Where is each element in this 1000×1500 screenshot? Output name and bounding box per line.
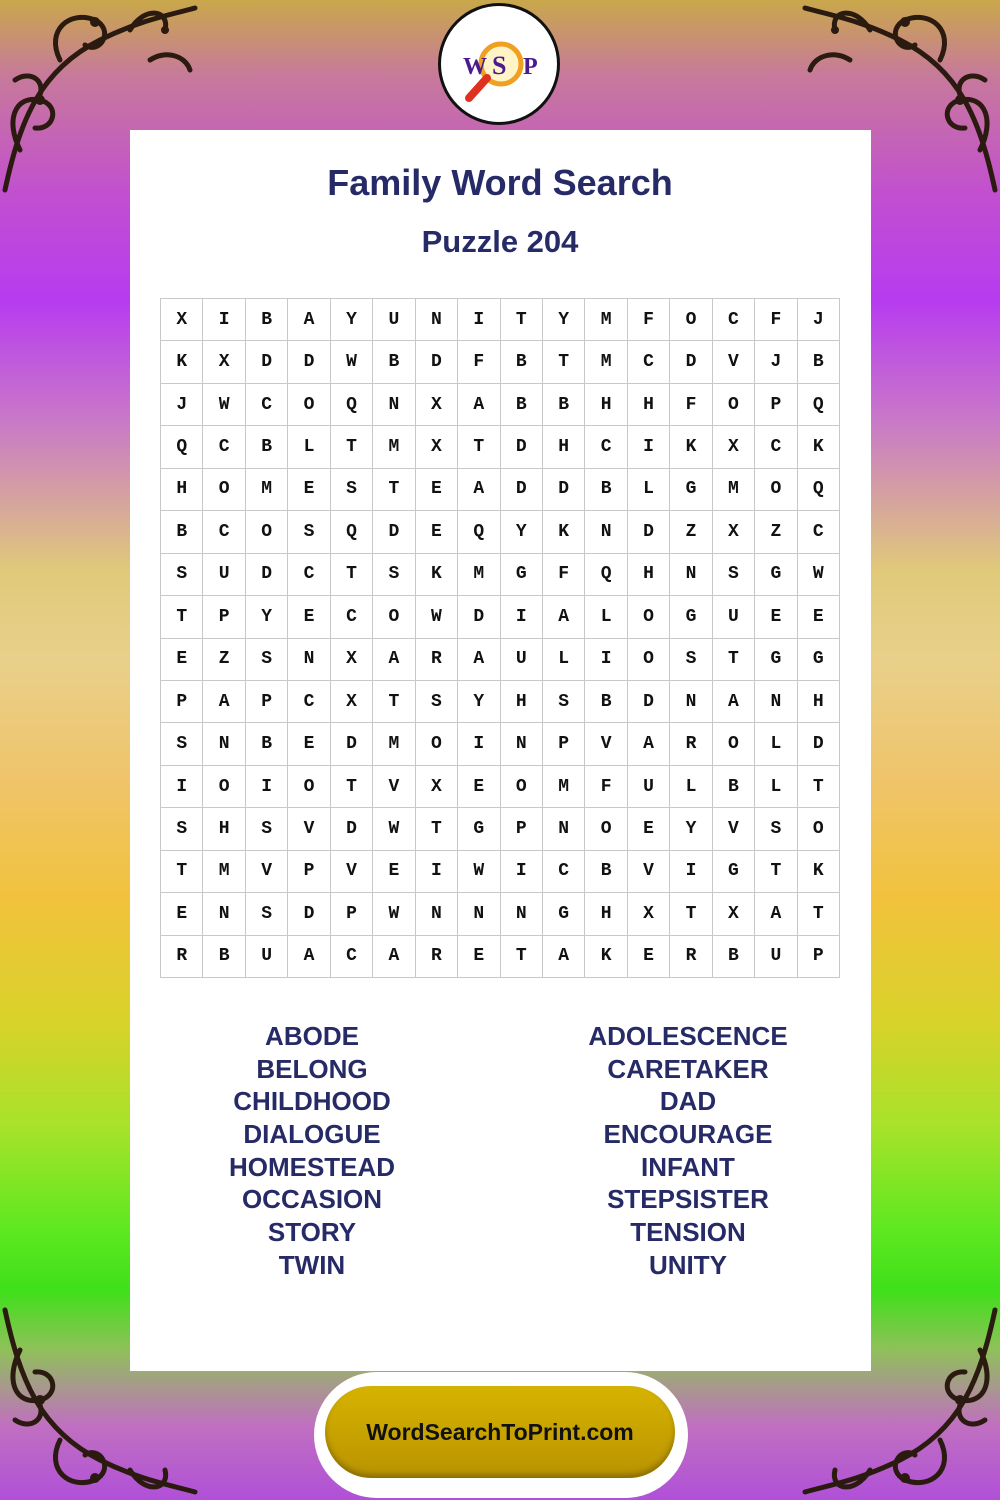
- grid-cell[interactable]: C: [585, 426, 627, 468]
- grid-cell[interactable]: S: [416, 681, 458, 723]
- grid-cell[interactable]: T: [161, 851, 203, 893]
- grid-cell[interactable]: N: [203, 893, 245, 935]
- grid-cell[interactable]: G: [543, 893, 585, 935]
- grid-cell[interactable]: V: [713, 808, 755, 850]
- grid-cell[interactable]: A: [628, 723, 670, 765]
- grid-cell[interactable]: M: [203, 851, 245, 893]
- grid-cell[interactable]: D: [416, 341, 458, 383]
- word-list-item: HOMESTEAD: [228, 1151, 396, 1182]
- grid-cell[interactable]: X: [416, 384, 458, 426]
- grid-cell[interactable]: K: [585, 936, 627, 978]
- grid-cell[interactable]: W: [373, 808, 415, 850]
- grid-cell[interactable]: M: [585, 299, 627, 341]
- grid-cell[interactable]: N: [670, 681, 712, 723]
- grid-cell[interactable]: E: [288, 723, 330, 765]
- grid-cell[interactable]: R: [161, 936, 203, 978]
- grid-cell[interactable]: B: [161, 511, 203, 553]
- grid-cell[interactable]: B: [585, 469, 627, 511]
- grid-cell[interactable]: B: [585, 851, 627, 893]
- grid-cell[interactable]: T: [416, 808, 458, 850]
- word-list-item: UNITY: [649, 1249, 727, 1280]
- grid-cell[interactable]: P: [755, 384, 797, 426]
- grid-cell[interactable]: B: [543, 384, 585, 426]
- grid-cell[interactable]: R: [670, 936, 712, 978]
- grid-cell[interactable]: Q: [458, 511, 500, 553]
- grid-cell[interactable]: G: [713, 851, 755, 893]
- grid-cell[interactable]: P: [331, 893, 373, 935]
- grid-cell[interactable]: G: [798, 639, 840, 681]
- grid-cell[interactable]: C: [755, 426, 797, 468]
- grid-cell[interactable]: T: [543, 341, 585, 383]
- word-list-item: INFANT: [641, 1151, 735, 1182]
- grid-cell[interactable]: G: [755, 554, 797, 596]
- grid-cell[interactable]: H: [628, 384, 670, 426]
- grid-cell[interactable]: K: [416, 554, 458, 596]
- grid-cell[interactable]: T: [161, 596, 203, 638]
- grid-cell[interactable]: F: [670, 384, 712, 426]
- grid-cell[interactable]: F: [755, 299, 797, 341]
- grid-cell[interactable]: T: [501, 936, 543, 978]
- grid-cell[interactable]: A: [373, 936, 415, 978]
- grid-cell[interactable]: W: [416, 596, 458, 638]
- grid-cell[interactable]: M: [373, 723, 415, 765]
- grid-cell[interactable]: V: [246, 851, 288, 893]
- grid-cell[interactable]: O: [501, 766, 543, 808]
- grid-cell[interactable]: H: [585, 893, 627, 935]
- grid-cell[interactable]: A: [713, 681, 755, 723]
- grid-cell[interactable]: S: [161, 723, 203, 765]
- grid-cell[interactable]: C: [331, 596, 373, 638]
- grid-cell[interactable]: O: [670, 299, 712, 341]
- site-link[interactable]: WordSearchToPrint.com: [366, 1418, 634, 1445]
- grid-cell[interactable]: V: [373, 766, 415, 808]
- grid-cell[interactable]: C: [288, 681, 330, 723]
- word-list-item: CHILDHOOD: [233, 1086, 391, 1117]
- grid-cell[interactable]: O: [713, 723, 755, 765]
- grid-cell[interactable]: T: [331, 766, 373, 808]
- grid-cell[interactable]: A: [458, 469, 500, 511]
- grid-cell[interactable]: S: [161, 808, 203, 850]
- grid-cell[interactable]: C: [543, 851, 585, 893]
- grid-cell[interactable]: B: [713, 766, 755, 808]
- grid-cell[interactable]: D: [331, 723, 373, 765]
- grid-cell[interactable]: A: [203, 681, 245, 723]
- grid-cell[interactable]: M: [585, 341, 627, 383]
- grid-cell[interactable]: L: [670, 766, 712, 808]
- grid-cell[interactable]: Y: [246, 596, 288, 638]
- word-list-item: STEPSISTER: [607, 1184, 769, 1215]
- grid-cell[interactable]: X: [161, 299, 203, 341]
- grid-cell[interactable]: F: [585, 766, 627, 808]
- grid-cell[interactable]: F: [628, 299, 670, 341]
- grid-cell[interactable]: E: [373, 851, 415, 893]
- grid-cell[interactable]: I: [246, 766, 288, 808]
- grid-cell[interactable]: I: [458, 723, 500, 765]
- grid-cell[interactable]: T: [755, 851, 797, 893]
- grid-cell[interactable]: T: [798, 766, 840, 808]
- grid-cell[interactable]: A: [543, 596, 585, 638]
- grid-cell[interactable]: K: [798, 851, 840, 893]
- grid-cell[interactable]: W: [203, 384, 245, 426]
- grid-cell[interactable]: F: [458, 341, 500, 383]
- grid-cell[interactable]: C: [288, 554, 330, 596]
- grid-cell[interactable]: E: [458, 936, 500, 978]
- page-title: Family Word Search: [327, 162, 673, 203]
- grid-cell[interactable]: N: [203, 723, 245, 765]
- grid-cell[interactable]: V: [331, 851, 373, 893]
- grid-cell[interactable]: X: [331, 681, 373, 723]
- grid-cell[interactable]: I: [501, 851, 543, 893]
- grid-cell[interactable]: B: [246, 723, 288, 765]
- grid-cell[interactable]: O: [288, 384, 330, 426]
- grid-cell[interactable]: N: [755, 681, 797, 723]
- grid-cell[interactable]: X: [713, 893, 755, 935]
- grid-cell[interactable]: H: [543, 426, 585, 468]
- grid-cell[interactable]: U: [203, 554, 245, 596]
- grid-cell[interactable]: C: [246, 384, 288, 426]
- grid-cell[interactable]: P: [288, 851, 330, 893]
- grid-cell[interactable]: D: [543, 469, 585, 511]
- grid-cell[interactable]: L: [755, 723, 797, 765]
- grid-cell[interactable]: B: [713, 936, 755, 978]
- grid-cell[interactable]: C: [798, 511, 840, 553]
- grid-cell[interactable]: B: [203, 936, 245, 978]
- grid-cell[interactable]: A: [755, 893, 797, 935]
- grid-cell[interactable]: K: [161, 341, 203, 383]
- word-list-item: TWIN: [278, 1249, 346, 1280]
- word-list-item: DAD: [659, 1086, 717, 1117]
- grid-cell[interactable]: S: [331, 469, 373, 511]
- logo-letter-p: P: [523, 54, 538, 80]
- grid-cell[interactable]: B: [246, 426, 288, 468]
- wsp-logo: [438, 3, 560, 125]
- grid-cell[interactable]: U: [713, 596, 755, 638]
- word-list-item: OCCASION: [241, 1184, 383, 1215]
- grid-cell[interactable]: O: [713, 384, 755, 426]
- grid-cell[interactable]: J: [755, 341, 797, 383]
- grid-cell[interactable]: D: [246, 341, 288, 383]
- grid-cell[interactable]: C: [331, 936, 373, 978]
- grid-cell[interactable]: L: [543, 639, 585, 681]
- grid-cell[interactable]: O: [373, 596, 415, 638]
- grid-cell[interactable]: D: [288, 893, 330, 935]
- grid-cell[interactable]: I: [585, 639, 627, 681]
- grid-cell[interactable]: E: [755, 596, 797, 638]
- grid-cell[interactable]: P: [798, 936, 840, 978]
- grid-cell[interactable]: Z: [203, 639, 245, 681]
- grid-cell[interactable]: L: [288, 426, 330, 468]
- grid-cell[interactable]: U: [501, 639, 543, 681]
- grid-cell[interactable]: V: [585, 723, 627, 765]
- grid-cell[interactable]: X: [203, 341, 245, 383]
- grid-cell[interactable]: Q: [331, 511, 373, 553]
- grid-cell[interactable]: T: [373, 681, 415, 723]
- grid-cell[interactable]: O: [798, 808, 840, 850]
- grid-cell[interactable]: D: [628, 681, 670, 723]
- grid-cell[interactable]: I: [416, 851, 458, 893]
- grid-cell[interactable]: J: [161, 384, 203, 426]
- grid-cell[interactable]: S: [713, 554, 755, 596]
- grid-cell[interactable]: S: [373, 554, 415, 596]
- grid-cell[interactable]: W: [798, 554, 840, 596]
- grid-cell[interactable]: O: [585, 808, 627, 850]
- grid-cell[interactable]: P: [203, 596, 245, 638]
- grid-cell[interactable]: A: [458, 639, 500, 681]
- grid-cell[interactable]: M: [543, 766, 585, 808]
- word-list-item: ABODE: [265, 1021, 359, 1051]
- grid-cell[interactable]: D: [501, 426, 543, 468]
- grid-cell[interactable]: O: [246, 511, 288, 553]
- grid-cell[interactable]: S: [543, 681, 585, 723]
- word-list-left: [162, 1020, 462, 1282]
- grid-cell[interactable]: S: [246, 893, 288, 935]
- letter-grid: [160, 298, 840, 978]
- grid-cell[interactable]: I: [203, 299, 245, 341]
- grid-cell[interactable]: S: [161, 554, 203, 596]
- grid-cell[interactable]: O: [628, 596, 670, 638]
- grid-cell[interactable]: N: [373, 384, 415, 426]
- grid-cell[interactable]: F: [543, 554, 585, 596]
- grid-cell[interactable]: A: [288, 299, 330, 341]
- grid-cell[interactable]: Q: [798, 469, 840, 511]
- grid-cell[interactable]: A: [373, 639, 415, 681]
- grid-cell[interactable]: P: [501, 808, 543, 850]
- footer-banner[interactable]: [325, 1386, 675, 1478]
- grid-cell[interactable]: B: [373, 341, 415, 383]
- grid-cell[interactable]: Y: [670, 808, 712, 850]
- grid-cell[interactable]: E: [288, 469, 330, 511]
- grid-cell[interactable]: E: [161, 893, 203, 935]
- grid-cell[interactable]: D: [288, 341, 330, 383]
- grid-cell[interactable]: A: [288, 936, 330, 978]
- grid-cell[interactable]: N: [416, 299, 458, 341]
- grid-cell[interactable]: A: [458, 384, 500, 426]
- grid-cell[interactable]: G: [458, 808, 500, 850]
- grid-cell[interactable]: L: [628, 469, 670, 511]
- grid-cell[interactable]: U: [246, 936, 288, 978]
- grid-cell[interactable]: Z: [755, 511, 797, 553]
- grid-cell[interactable]: O: [628, 639, 670, 681]
- grid-cell[interactable]: H: [798, 681, 840, 723]
- grid-cell[interactable]: G: [501, 554, 543, 596]
- grid-cell[interactable]: P: [246, 681, 288, 723]
- grid-cell[interactable]: Y: [331, 299, 373, 341]
- grid-cell[interactable]: I: [161, 766, 203, 808]
- grid-cell[interactable]: N: [543, 808, 585, 850]
- word-list-item: BELONG: [256, 1053, 368, 1084]
- grid-cell[interactable]: S: [246, 808, 288, 850]
- grid-cell[interactable]: E: [628, 936, 670, 978]
- grid-cell[interactable]: N: [501, 723, 543, 765]
- grid-cell[interactable]: T: [501, 299, 543, 341]
- grid-cell[interactable]: X: [416, 766, 458, 808]
- grid-cell[interactable]: L: [755, 766, 797, 808]
- grid-cell[interactable]: X: [416, 426, 458, 468]
- grid-cell[interactable]: B: [501, 341, 543, 383]
- grid-cell[interactable]: N: [585, 511, 627, 553]
- grid-cell[interactable]: V: [628, 851, 670, 893]
- grid-cell[interactable]: M: [373, 426, 415, 468]
- grid-cell[interactable]: I: [458, 299, 500, 341]
- grid-cell[interactable]: N: [458, 893, 500, 935]
- grid-cell[interactable]: W: [373, 893, 415, 935]
- grid-cell[interactable]: S: [288, 511, 330, 553]
- grid-cell[interactable]: E: [288, 596, 330, 638]
- grid-cell[interactable]: Q: [798, 384, 840, 426]
- grid-cell[interactable]: N: [416, 893, 458, 935]
- grid-cell[interactable]: E: [798, 596, 840, 638]
- grid-cell[interactable]: R: [416, 936, 458, 978]
- grid-cell[interactable]: T: [331, 554, 373, 596]
- grid-cell[interactable]: V: [288, 808, 330, 850]
- grid-cell[interactable]: H: [161, 469, 203, 511]
- grid-cell[interactable]: G: [670, 469, 712, 511]
- grid-cell[interactable]: Q: [585, 554, 627, 596]
- grid-cell[interactable]: H: [203, 808, 245, 850]
- grid-cell[interactable]: Q: [161, 426, 203, 468]
- grid-cell[interactable]: G: [755, 639, 797, 681]
- grid-cell[interactable]: D: [458, 596, 500, 638]
- grid-cell[interactable]: U: [373, 299, 415, 341]
- logo-letter-w: W: [463, 54, 487, 80]
- word-list-item: CARETAKER: [607, 1053, 769, 1084]
- grid-cell[interactable]: B: [798, 341, 840, 383]
- word-list-item: TENSION: [630, 1217, 746, 1248]
- grid-cell[interactable]: X: [713, 426, 755, 468]
- grid-cell[interactable]: X: [331, 639, 373, 681]
- grid-cell[interactable]: E: [416, 469, 458, 511]
- grid-cell[interactable]: T: [713, 639, 755, 681]
- grid-cell[interactable]: P: [161, 681, 203, 723]
- grid-cell[interactable]: T: [373, 469, 415, 511]
- grid-cell[interactable]: N: [288, 639, 330, 681]
- grid-cell[interactable]: O: [203, 469, 245, 511]
- grid-cell[interactable]: E: [161, 639, 203, 681]
- grid-cell[interactable]: A: [543, 936, 585, 978]
- grid-cell[interactable]: O: [203, 766, 245, 808]
- grid-cell[interactable]: V: [713, 341, 755, 383]
- grid-cell[interactable]: X: [628, 893, 670, 935]
- grid-cell[interactable]: N: [670, 554, 712, 596]
- grid-cell[interactable]: P: [543, 723, 585, 765]
- grid-cell[interactable]: C: [628, 341, 670, 383]
- grid-cell[interactable]: D: [331, 808, 373, 850]
- grid-cell[interactable]: T: [670, 893, 712, 935]
- puzzle-number: Puzzle 204: [421, 224, 579, 259]
- grid-cell[interactable]: R: [416, 639, 458, 681]
- grid-cell[interactable]: T: [458, 426, 500, 468]
- grid-cell[interactable]: Z: [670, 511, 712, 553]
- grid-cell[interactable]: M: [458, 554, 500, 596]
- grid-cell[interactable]: D: [373, 511, 415, 553]
- grid-cell[interactable]: K: [670, 426, 712, 468]
- grid-cell[interactable]: I: [670, 851, 712, 893]
- grid-cell[interactable]: C: [203, 426, 245, 468]
- grid-cell[interactable]: K: [798, 426, 840, 468]
- grid-cell[interactable]: B: [585, 681, 627, 723]
- grid-cell[interactable]: H: [585, 384, 627, 426]
- grid-cell[interactable]: D: [501, 469, 543, 511]
- grid-cell[interactable]: W: [331, 341, 373, 383]
- grid-cell[interactable]: S: [246, 639, 288, 681]
- grid-cell[interactable]: I: [501, 596, 543, 638]
- word-list-item: ENCOURAGE: [603, 1119, 773, 1150]
- grid-cell[interactable]: E: [416, 511, 458, 553]
- grid-cell[interactable]: U: [628, 766, 670, 808]
- grid-cell[interactable]: D: [246, 554, 288, 596]
- grid-cell[interactable]: D: [798, 723, 840, 765]
- grid-cell[interactable]: Y: [543, 299, 585, 341]
- grid-cell[interactable]: O: [288, 766, 330, 808]
- grid-cell[interactable]: S: [670, 639, 712, 681]
- grid-cell[interactable]: O: [755, 469, 797, 511]
- grid-cell[interactable]: B: [501, 384, 543, 426]
- word-list-item: STORY: [267, 1217, 357, 1248]
- grid-cell[interactable]: N: [501, 893, 543, 935]
- grid-cell[interactable]: H: [501, 681, 543, 723]
- grid-cell[interactable]: M: [246, 469, 288, 511]
- grid-cell[interactable]: T: [798, 893, 840, 935]
- word-list-item: DIALOGUE: [243, 1119, 381, 1150]
- grid-cell[interactable]: J: [798, 299, 840, 341]
- word-list-right: [538, 1020, 838, 1282]
- magnifying-glass-icon: [441, 6, 557, 122]
- grid-cell[interactable]: D: [628, 511, 670, 553]
- grid-cell[interactable]: G: [670, 596, 712, 638]
- grid-cell[interactable]: Q: [331, 384, 373, 426]
- grid-cell[interactable]: H: [628, 554, 670, 596]
- grid-cell[interactable]: B: [246, 299, 288, 341]
- grid-cell[interactable]: C: [713, 299, 755, 341]
- grid-cell[interactable]: E: [628, 808, 670, 850]
- grid-cell[interactable]: Y: [501, 511, 543, 553]
- grid-cell[interactable]: D: [670, 341, 712, 383]
- grid-cell[interactable]: E: [458, 766, 500, 808]
- logo-letter-s: S: [492, 51, 507, 80]
- grid-cell[interactable]: X: [713, 511, 755, 553]
- grid-cell[interactable]: L: [585, 596, 627, 638]
- grid-cell[interactable]: U: [755, 936, 797, 978]
- grid-cell[interactable]: Y: [458, 681, 500, 723]
- grid-cell[interactable]: R: [670, 723, 712, 765]
- word-list-item: ADOLESCENCE: [588, 1021, 788, 1051]
- grid-cell[interactable]: I: [628, 426, 670, 468]
- grid-cell[interactable]: M: [713, 469, 755, 511]
- grid-cell[interactable]: S: [755, 808, 797, 850]
- grid-cell[interactable]: K: [543, 511, 585, 553]
- grid-cell[interactable]: O: [416, 723, 458, 765]
- grid-cell[interactable]: C: [203, 511, 245, 553]
- grid-cell[interactable]: T: [331, 426, 373, 468]
- grid-cell[interactable]: W: [458, 851, 500, 893]
